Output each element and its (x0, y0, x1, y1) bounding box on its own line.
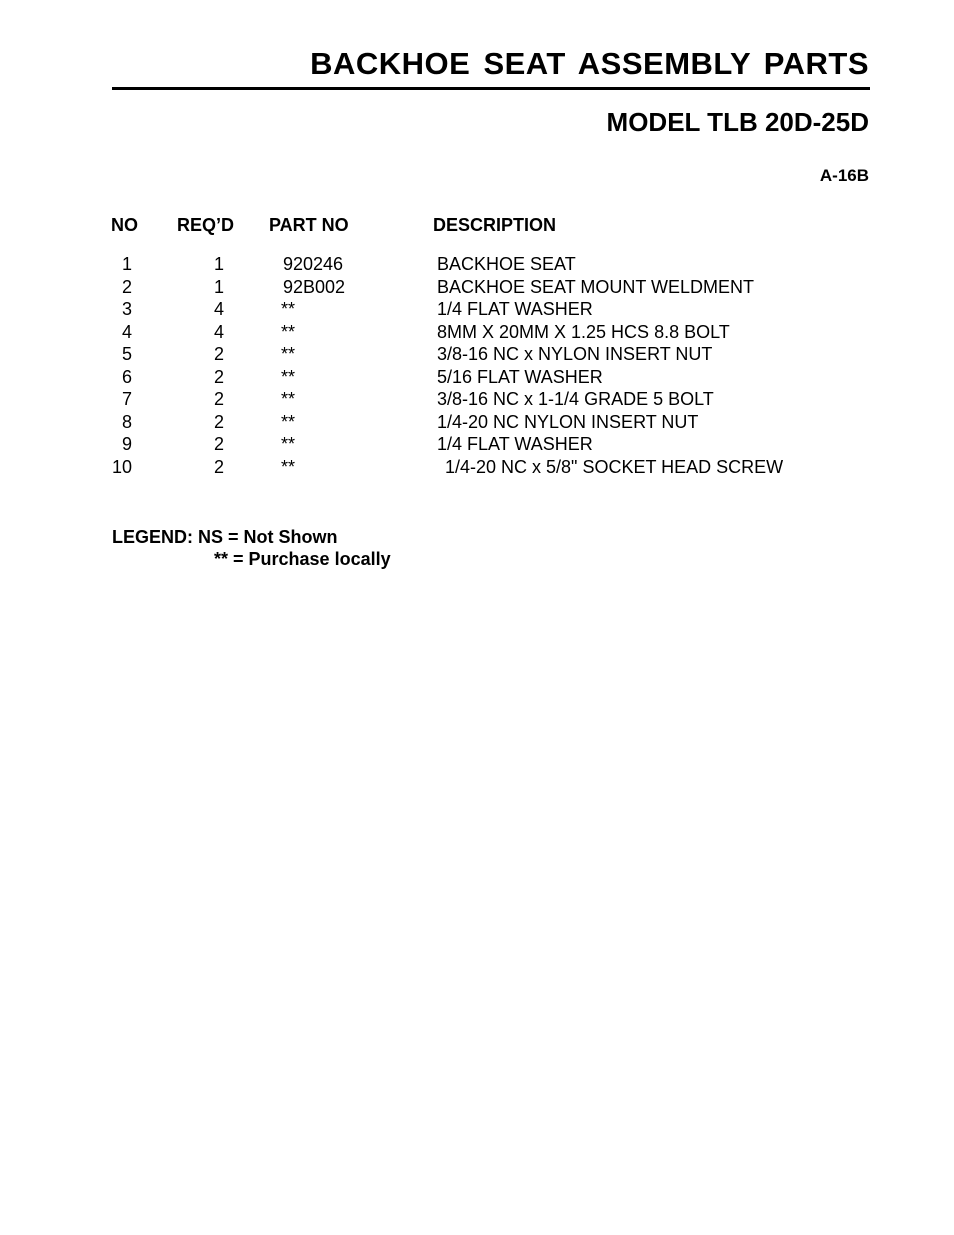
table-row (0, 434, 954, 457)
table-row (0, 389, 954, 412)
row-part-no: ** (281, 344, 296, 364)
row-no: 2 (121, 276, 132, 297)
row-reqd: 2 (213, 366, 224, 387)
row-description: BACKHOE SEAT MOUNT WELDMENT (437, 276, 755, 297)
page-code: A-16B (819, 166, 869, 185)
table-row (0, 457, 954, 480)
column-header-description: DESCRIPTION (433, 215, 557, 235)
row-description: 8MM X 20MM X 1.25 HCS 8.8 BOLT (437, 321, 730, 342)
row-part-no: 920246 (283, 254, 344, 274)
row-no: 4 (121, 321, 132, 342)
row-part-no: ** (281, 321, 296, 342)
legend-ns: LEGEND: NS = Not Shown (112, 527, 338, 547)
row-reqd: 4 (213, 299, 224, 319)
row-part-no: ** (281, 389, 296, 409)
table-row (0, 299, 954, 322)
title-rule (112, 87, 870, 90)
row-no: 5 (121, 344, 132, 364)
row-description: 5/16 FLAT WASHER (437, 366, 603, 387)
column-header-reqd: REQ’D (177, 215, 235, 235)
row-no: 3 (121, 299, 132, 319)
row-no: 1 (121, 254, 132, 274)
row-part-no: ** (281, 366, 296, 387)
row-no: 10 (111, 456, 133, 477)
row-reqd: 1 (213, 254, 224, 274)
table-row (0, 412, 954, 435)
table-row (0, 344, 954, 367)
table-row (0, 254, 954, 277)
column-header-part-no: PART NO (269, 215, 349, 235)
row-part-no: ** (281, 434, 296, 454)
row-part-no: ** (281, 411, 296, 432)
row-description: 1/4-20 NC x 5/8" SOCKET HEAD SCREW (445, 456, 784, 477)
row-description: 3/8-16 NC x NYLON INSERT NUT (437, 344, 713, 364)
row-part-no: ** (281, 299, 296, 319)
row-description: 1/4 FLAT WASHER (437, 299, 593, 319)
row-description: 1/4-20 NC NYLON INSERT NUT (437, 411, 699, 432)
column-header-no: NO (111, 215, 138, 235)
row-reqd: 2 (213, 434, 224, 454)
page-title: BACKHOE SEAT ASSEMBLY PARTS (310, 46, 869, 81)
row-reqd: 4 (213, 321, 224, 342)
model-title: MODEL TLB 20D-25D (606, 107, 869, 137)
row-no: 7 (121, 389, 132, 409)
table-row (0, 367, 954, 390)
row-part-no: 92B002 (283, 276, 346, 297)
legend-purchase-locally: ** = Purchase locally (214, 549, 391, 569)
row-no: 8 (121, 411, 132, 432)
row-reqd: 1 (213, 276, 224, 297)
row-part-no: ** (281, 456, 296, 477)
row-description: BACKHOE SEAT (437, 254, 576, 274)
row-description: 1/4 FLAT WASHER (437, 434, 593, 454)
row-no: 6 (121, 366, 132, 387)
row-reqd: 2 (213, 411, 224, 432)
table-row (0, 322, 954, 345)
row-reqd: 2 (213, 389, 224, 409)
row-reqd: 2 (213, 344, 224, 364)
parts-table (0, 254, 954, 479)
row-no: 9 (121, 434, 132, 454)
row-reqd: 2 (213, 456, 224, 477)
row-description: 3/8-16 NC x 1-1/4 GRADE 5 BOLT (437, 389, 714, 409)
table-row (0, 277, 954, 300)
